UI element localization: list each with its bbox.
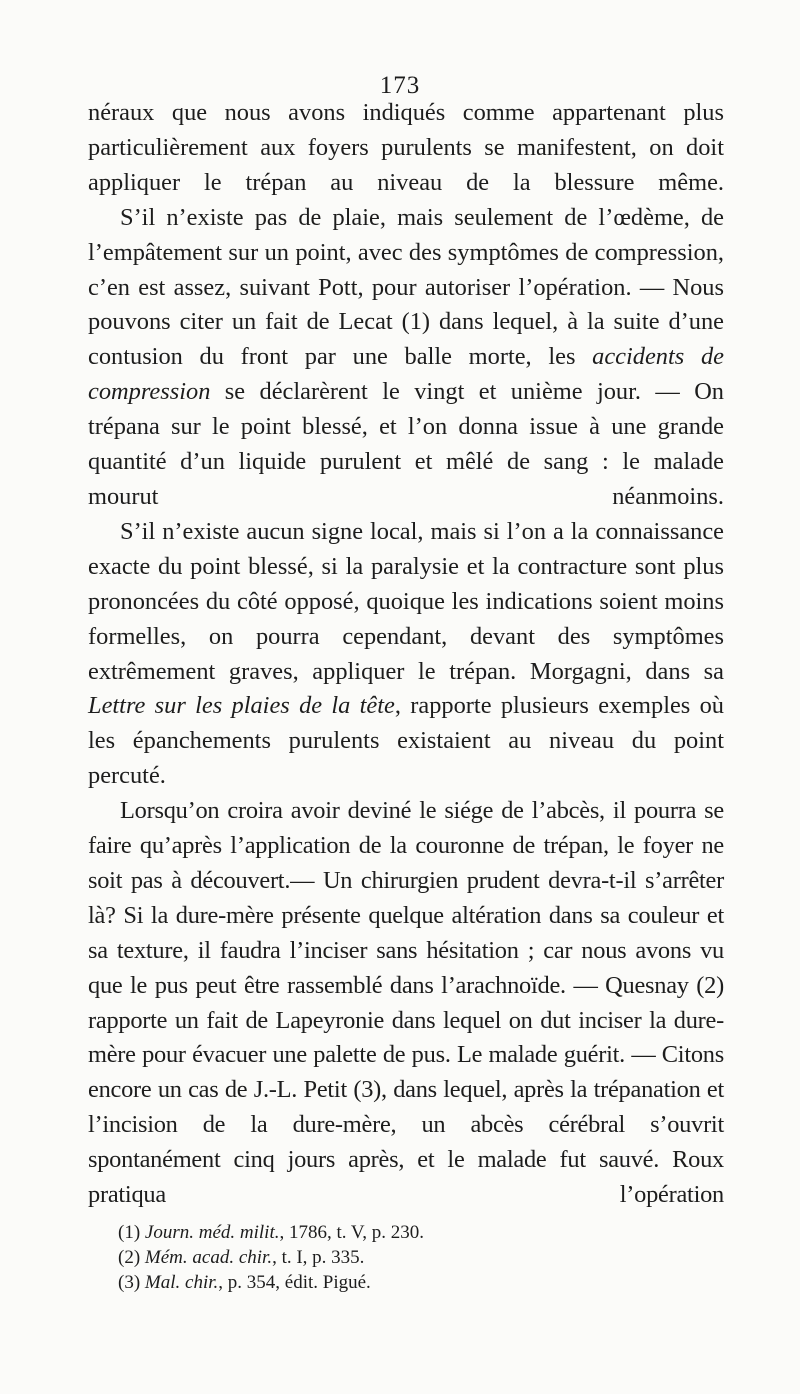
paragraph-text: Lorsqu’on croira avoir deviné le siége de l’abcès, il pourra se faire qu’après l’application de la couronne de trépan, le foyer ne soit pas à découvert.— Un chirurgien prudent devra-t-il s’arrêter là? Si la dure-mère présente quelque altération dans sa couleur et sa texture, il faudra l’inciser sans hésitation ; car nous avons vu que le pus peut être rassemblé dans l’arachnoïde. — Quesnay (2) rapporte un fait de Lapeyronie dans lequel on dut inciser la dure-mère pour évacuer une palette de pus. Le malade guérit. — Citons encore un cas de J.-L. Petit (3), dans lequel, après la trépanation et l’incision de la dure-mère, un abcès cérébral s’ouvrit spontanément cinq jours après, et le malade fut sauvé. Roux pratiqua l’opération [88,797,724,1209]
footnote-detail: , 1786, t. V, p. 230. [279,1222,424,1243]
footnote-source: Mal. chir. [144,1272,219,1293]
footnote-source: Mém. acad. chir. [144,1247,273,1268]
footnote [118,1220,718,1245]
paragraph [88,96,724,201]
page-number: 173 [379,72,421,99]
italic-title: Lettre sur les plaies de la tête [88,692,395,720]
paragraph-text: S’il n’existe pas de plaie, mais seulement de l’œdème, de l’empâtement sur un point, avec des symptômes de compression, c’en est assez, suivant Pott, pour autoriser l’opération. — Nous pouvons citer un fait de Lecat (1) dans lequel, à la suite d’une contusion du front par une balle morte, les [88,203,724,371]
footnote-detail: , p. 354, édit. Pigué. [218,1272,371,1293]
footnote-source: Journ. méd. milit. [144,1222,280,1243]
footnotes [118,1220,718,1295]
footnote-number: (1) [118,1222,141,1243]
footnote [118,1245,718,1270]
paragraph-text: S’il n’existe aucun signe local, mais si l’on a la connaissance exacte du point blessé, si la paralysie et la contracture sont plus prononcées du côté opposé, quoique les indications soient moins formelles, on pourra cependant, devant des symptômes extrêmement graves, appliquer le trépan. Morgagni, dans sa [88,517,724,685]
paragraph [88,515,724,794]
paragraph-text: néraux que nous avons indiqués comme appartenant plus particulièrement aux foyers purulents se manifestent, on doit appliquer le trépan au niveau de la blessure même. [88,99,724,196]
footnote-number: (3) [118,1272,141,1293]
paragraph-text: , rapporte plusieurs exemples où les épanchements purulents existaient au niveau du point percuté. [88,692,724,790]
paragraph [88,201,724,515]
body-text [88,96,724,1213]
footnote-number: (2) [118,1247,141,1268]
paragraph-text: se déclarèrent le vingt et unième jour. — On trépana sur le point blessé, et l’on donna issue à une grande quantité d’un liquide purulent et mêlé de sang : le malade mourut néanmoins. [88,378,724,510]
italic-phrase: accidents de compression [88,343,724,406]
footnote-detail: , t. I, p. 335. [272,1247,365,1268]
paragraph [88,794,724,1213]
footnote [118,1270,718,1295]
